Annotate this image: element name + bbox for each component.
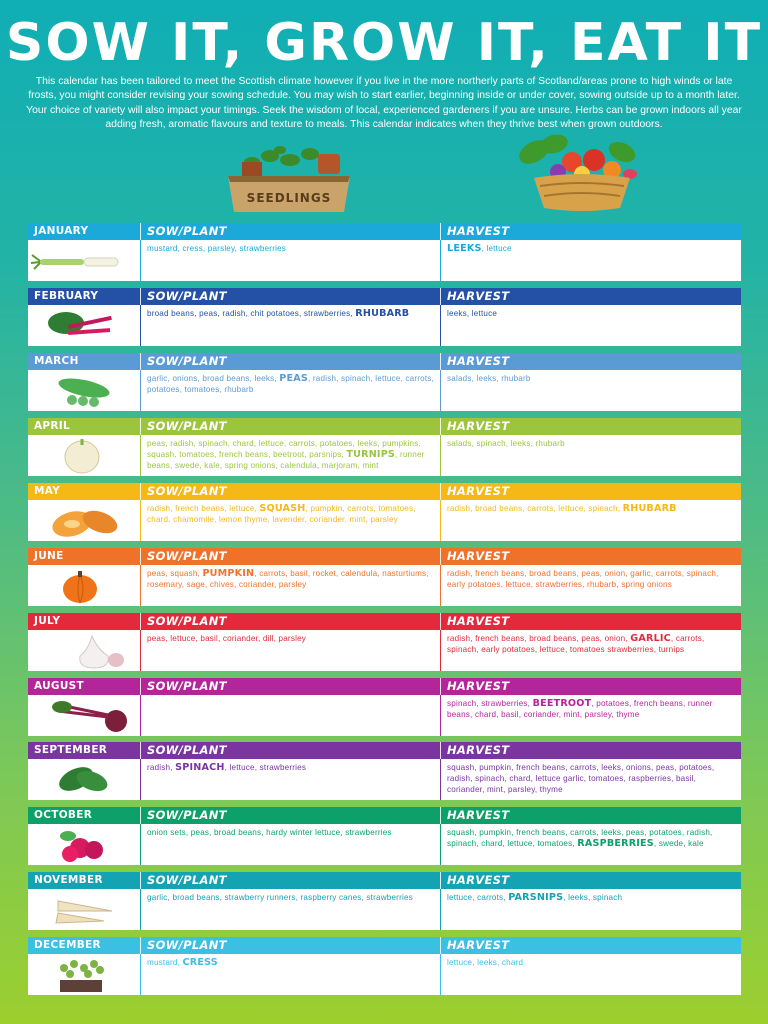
month-body	[28, 305, 741, 346]
harvest-list	[440, 565, 741, 606]
crop-list-text: , leeks, spinach	[563, 893, 623, 902]
highlight-crop: PUMPKIN	[202, 568, 255, 579]
harvest-list	[440, 240, 741, 281]
highlight-crop: SQUASH	[259, 503, 306, 514]
month-row-august	[28, 678, 741, 738]
month-body	[28, 889, 741, 930]
sow-plant-list	[140, 240, 440, 281]
sow-plant-heading: SOW/PLANT	[140, 807, 440, 824]
highlight-crop: PARSNIPS	[508, 892, 564, 903]
crop-list-text: , swede, kale	[653, 839, 704, 849]
raspberry-icon	[28, 824, 140, 865]
crop-list-text: , potatoes, french beans, runner beans, chard, basil, coriander, mint, parsley, thyme	[447, 699, 713, 720]
sow-plant-list	[140, 630, 440, 671]
highlight-crop: RHUBARB	[355, 308, 410, 319]
crop-list-text: squash, pumpkin, french beans, carrots, leeks, peas, potatoes, radish, spinach, chard, lettuce, tomatoes,	[447, 828, 713, 849]
crop-list-text: salads, leeks, rhubarb	[447, 374, 531, 383]
parsnip-icon	[28, 889, 140, 930]
month-row-september	[28, 742, 741, 802]
pumpkin-icon	[28, 565, 140, 606]
harvest-heading: HARVEST	[440, 937, 741, 954]
month-header	[28, 872, 741, 889]
crop-list-text: , pumpkin, carrots, tomatoes, chard, chamomile, lemon thyme, lavender, coriander, mint, parsley	[147, 504, 416, 525]
month-name: FEBRUARY	[34, 290, 99, 302]
highlight-crop: LEEKS	[447, 243, 482, 254]
sow-plant-heading: SOW/PLANT	[140, 548, 440, 565]
sow-plant-list	[140, 824, 440, 865]
month-row-june	[28, 548, 741, 608]
page-title: SOW IT, GROW IT, EAT IT	[5, 13, 763, 73]
crop-list-text: radish, french beans, broad beans, peas, onion, garlic, carrots, spinach, early potatoes, lettuce, strawberries, rhubarb, spring onions	[447, 569, 719, 590]
crop-list-text: peas, squash,	[147, 569, 203, 578]
crop-list-text: broad beans, peas, radish, chit potatoes, strawberries,	[147, 309, 356, 318]
highlight-crop: PEAS	[279, 373, 309, 384]
sow-plant-list	[140, 305, 440, 346]
sow-plant-heading: SOW/PLANT	[140, 223, 440, 240]
highlight-crop: BEETROOT	[532, 698, 592, 709]
crop-list-text: lettuce, leeks, chard	[447, 958, 524, 967]
spinach-icon	[28, 759, 140, 800]
sow-plant-heading: SOW/PLANT	[140, 418, 440, 435]
month-row-february	[28, 288, 741, 348]
month-row-march	[28, 353, 741, 413]
sow-plant-heading: SOW/PLANT	[140, 353, 440, 370]
month-row-november	[28, 872, 741, 932]
crop-list-text: , carrots, spinach, early potatoes, lettuce, tomatoes strawberries, turnips	[447, 634, 705, 655]
peas-icon	[28, 370, 140, 411]
beetroot-icon	[28, 695, 140, 736]
month-body	[28, 435, 741, 476]
sow-plant-list	[140, 500, 440, 541]
harvest-heading: HARVEST	[440, 418, 741, 435]
month-body	[28, 565, 741, 606]
sow-plant-list	[140, 954, 440, 995]
month-name: MARCH	[34, 355, 79, 367]
month-header	[28, 613, 741, 630]
garlic-icon	[28, 630, 140, 671]
harvest-list	[440, 695, 741, 736]
month-header	[28, 418, 741, 435]
rhubarb-icon	[28, 305, 140, 346]
harvest-list	[440, 305, 741, 346]
harvest-heading: HARVEST	[440, 807, 741, 824]
crop-list-text: salads, spinach, leeks, rhubarb	[447, 439, 565, 448]
harvest-heading: HARVEST	[440, 548, 741, 565]
month-body	[28, 824, 741, 865]
sow-plant-list	[140, 435, 440, 476]
crop-list-text: peas, lettuce, basil, coriander, dill, parsley	[147, 634, 307, 643]
harvest-list	[440, 435, 741, 476]
month-body	[28, 695, 741, 736]
month-row-may	[28, 483, 741, 543]
sow-plant-list	[140, 370, 440, 411]
harvest-heading: HARVEST	[440, 678, 741, 695]
month-row-january	[28, 223, 741, 283]
month-body	[28, 759, 741, 800]
highlight-crop: GARLIC	[630, 633, 671, 644]
month-row-december	[28, 937, 741, 997]
month-body	[28, 630, 741, 671]
crop-list-text: , runner beans, swede, kale, spring onions, calendula, marjoram, mint	[147, 450, 425, 471]
harvest-heading: HARVEST	[440, 223, 741, 240]
month-header	[28, 353, 741, 370]
month-header	[28, 937, 741, 954]
intro-text: This calendar has been tailored to meet the Scottish climate however if you live in the more northerly parts of Scotland/areas prone to high winds or late frosts, you might consider revising your sowing schedule. You may wish to start earlier, beginning inside or under cover, sowing outside up to a month later. Your choice of variety will also impact your timings. Seek the wisdom of local, experienced gardeners if you are unsure. Herbs can be grown indoors all year adding fresh, aromatic flavours and texture to meals. This calendar indicates when they thrive best when grown outdoors.	[26, 76, 742, 130]
crop-list-text: garlic, broad beans, strawberry runners, raspberry canes, strawberries	[147, 893, 413, 902]
crop-list-text: , lettuce, strawberries	[224, 763, 307, 772]
month-body	[28, 500, 741, 541]
month-name: JANUARY	[34, 225, 89, 237]
month-body	[28, 370, 741, 411]
sow-plant-list	[140, 695, 440, 736]
month-name: DECEMBER	[34, 939, 101, 951]
month-name: SEPTEMBER	[34, 744, 108, 756]
harvest-list	[440, 370, 741, 411]
month-header	[28, 483, 741, 500]
harvest-heading: HARVEST	[440, 353, 741, 370]
month-row-april	[28, 418, 741, 478]
crop-list-text: radish,	[147, 763, 176, 772]
month-header	[28, 548, 741, 565]
harvest-list	[440, 759, 741, 800]
month-name: AUGUST	[34, 680, 84, 692]
crop-list-text: mustard,	[147, 958, 183, 967]
month-name: APRIL	[34, 420, 71, 432]
sow-plant-list	[140, 565, 440, 606]
crop-list-text: squash, pumpkin, french beans, carrots, leeks, onions, peas, potatoes, radish, spinach, chard, lettuce garlic, tomatoes, raspberries, basil, coriander, mint, parsley, thyme	[447, 763, 715, 795]
month-name: OCTOBER	[34, 809, 93, 821]
harvest-list	[440, 889, 741, 930]
month-header	[28, 223, 741, 240]
leek-icon	[28, 240, 140, 281]
harvest-heading: HARVEST	[440, 872, 741, 889]
highlight-crop: SPINACH	[175, 762, 225, 773]
harvest-list	[440, 500, 741, 541]
month-row-october	[28, 807, 741, 867]
sow-plant-heading: SOW/PLANT	[140, 483, 440, 500]
sow-plant-heading: SOW/PLANT	[140, 678, 440, 695]
sow-plant-heading: SOW/PLANT	[140, 872, 440, 889]
vegetable-basket-icon	[512, 130, 650, 214]
seedlings-tray-icon	[222, 144, 356, 214]
crop-list-text: mustard, cress, parsley, strawberries	[147, 244, 287, 253]
sow-plant-heading: SOW/PLANT	[140, 937, 440, 954]
month-name: MAY	[34, 485, 61, 497]
sow-plant-heading: SOW/PLANT	[140, 288, 440, 305]
harvest-list	[440, 630, 741, 671]
month-header	[28, 742, 741, 759]
svg-text:SEEDLINGS: SEEDLINGS	[246, 191, 332, 205]
harvest-heading: HARVEST	[440, 613, 741, 630]
harvest-list	[440, 954, 741, 995]
crop-list-text: , radish, spinach, lettuce, carrots, potatoes, tomatoes, rhubarb	[147, 374, 434, 395]
month-header	[28, 288, 741, 305]
month-header	[28, 678, 741, 695]
month-row-july	[28, 613, 741, 673]
crop-list-text: lettuce, carrots,	[447, 893, 509, 902]
sow-plant-heading: SOW/PLANT	[140, 613, 440, 630]
sow-plant-list	[140, 759, 440, 800]
month-header	[28, 807, 741, 824]
month-body	[28, 240, 741, 281]
highlight-crop: TURNIPS	[346, 449, 396, 461]
sow-plant-heading: SOW/PLANT	[140, 742, 440, 759]
month-name: JULY	[34, 615, 61, 627]
highlight-crop: RASPBERRIES	[577, 838, 654, 850]
harvest-heading: HARVEST	[440, 742, 741, 759]
highlight-crop: RHUBARB	[622, 503, 677, 514]
harvest-list	[440, 824, 741, 865]
crop-list-text: peas, radish, spinach, chard, lettuce, carrots, potatoes, leeks, pumpkins, squash, tomatoes, french beans, beetroot, parsnips,	[147, 439, 421, 460]
crop-list-text: leeks, lettuce	[447, 309, 498, 318]
crop-list-text: radish, french beans, broad beans, peas, onion,	[447, 634, 631, 643]
highlight-crop: CRESS	[182, 957, 218, 968]
cress-icon	[28, 954, 140, 995]
month-name: NOVEMBER	[34, 874, 103, 886]
crop-list-text: spinach, strawberries,	[447, 699, 533, 708]
turnip-icon	[28, 435, 140, 476]
crop-list-text: , lettuce	[481, 244, 512, 253]
crop-list-text: , carrots, basil, rocket, calendula, nasturtiums, rosemary, sage, chives, coriander, parsley	[147, 569, 429, 590]
crop-list-text: garlic, onions, broad beans, leeks,	[147, 374, 280, 383]
month-name: JUNE	[34, 550, 64, 562]
squash-icon	[28, 500, 140, 541]
sow-plant-list	[140, 889, 440, 930]
month-body	[28, 954, 741, 995]
harvest-heading: HARVEST	[440, 483, 741, 500]
harvest-heading: HARVEST	[440, 288, 741, 305]
crop-list-text: radish, french beans, lettuce,	[147, 504, 260, 513]
crop-list-text: radish, broad beans, carrots, lettuce, spinach,	[447, 504, 623, 513]
crop-list-text: onion sets, peas, broad beans, hardy winter lettuce, strawberries	[147, 828, 392, 837]
